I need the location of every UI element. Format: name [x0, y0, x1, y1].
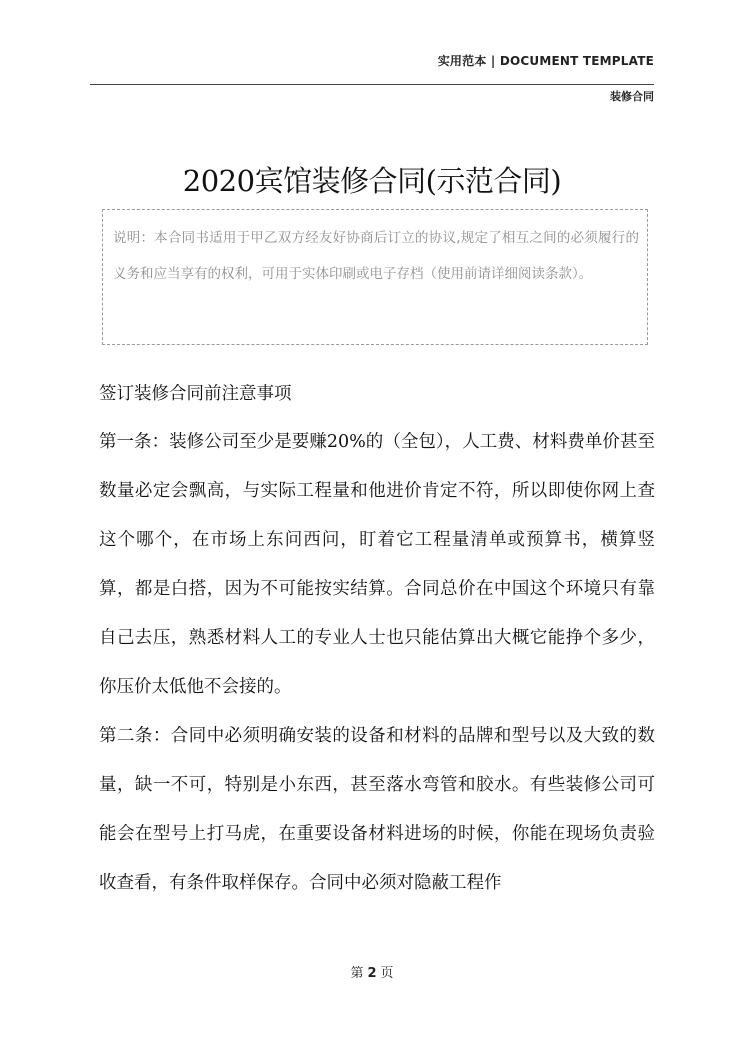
- header-divider: [90, 84, 654, 85]
- document-body: [99, 370, 655, 908]
- header-template-label: 实用范本 | DOCUMENT TEMPLATE: [437, 54, 654, 68]
- footer-prefix: 第: [350, 966, 364, 981]
- page-footer: [0, 962, 744, 981]
- header-doc-type: 装修合同: [610, 90, 654, 103]
- page-number: 2: [367, 966, 377, 981]
- page-title: 2020宾馆装修合同(示范合同): [182, 164, 562, 199]
- note-text: 说明：本合同书适用于甲乙双方经友好协商后订立的协议,规定了相互之间的必须履行的义务和应当享有的权利，可用于实体印刷或电子存档（使用前请详细阅读条款）。: [113, 230, 639, 282]
- footer-suffix: 页: [380, 966, 394, 981]
- paragraph-article-2: 第二条：合同中必须明确安装的设备和材料的品牌和型号以及大致的数量，缺一不可，特别是小东西，甚至落水弯管和胶水。有些装修公司可能会在型号上打马虎，在重要设备材料进场的时候，你能在现场负责验收查看，有条件取样保存。合同中必须对隐蔽工程作: [99, 726, 655, 893]
- section-heading: 签订装修合同前注意事项: [99, 384, 292, 404]
- note-box: [102, 209, 648, 345]
- paragraph-article-1: 第一条：装修公司至少是要赚20%的（全包），人工费、材料费单价甚至数量必定会飘高，与实际工程量和他进价肯定不符，所以即使你网上查这个哪个，在市场上东问西问，盯着它工程量清单或预算书，横算竖算，都是白搭，因为不可能按实结算。合同总价在中国这个环境只有靠自己去压，熟悉材料人工的专业人士也只能估算出大概它能挣个多少，你压价太低他不会接的。: [99, 432, 655, 697]
